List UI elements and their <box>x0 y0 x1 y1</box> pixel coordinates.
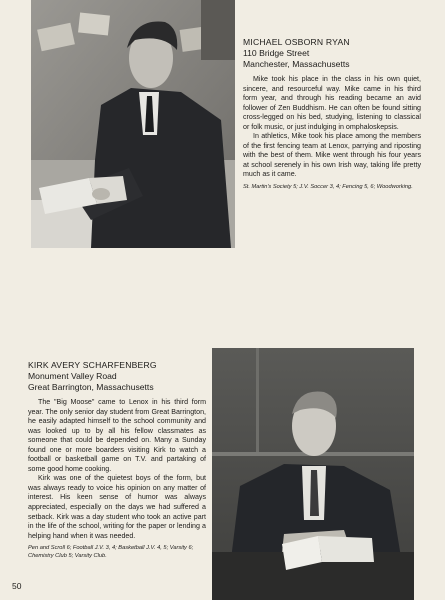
biography <box>243 75 421 180</box>
city-address: Manchester, Massachusetts <box>243 59 350 69</box>
activities-list: Pen and Scroll 6; Football J.V. 3, 4; Basketball J.V. 4, 5; Varsity 6; Chemistry Club 5; Varsity Club. <box>28 545 194 559</box>
entry-michael-ryan <box>243 37 421 191</box>
street-address: 110 Bridge Street <box>243 48 310 58</box>
bio-paragraph: Kirk was one of the quietest boys of the form, but was always ready to voice his opinion on any matter of interest. His keen sense of humor was always appreciated, especially on the days we had suffered a setback. Kirk was a day student who took an active part in the life of the school, writing for the paper or lending a helping hand when it was needed. <box>28 474 206 540</box>
biography <box>28 398 206 541</box>
city-address: Great Barrington, Massachusetts <box>28 382 154 392</box>
bio-paragraph: Mike took his place in the class in his own quiet, sincere, and resourceful way. Mike came in his third form year, and through his reading became an avid follower of Zen Buddhism. He can often be found sitting cross-legged on his bed, studying, listening to classical or folk music, or just indulging in omphaloskepsis. <box>243 75 421 131</box>
photo-kirk-scharfenberg <box>212 348 414 600</box>
page-number: 50 <box>12 581 22 591</box>
student-name: KIRK AVERY SCHARFENBERG <box>28 360 157 370</box>
photo-michael-ryan-image <box>31 0 235 248</box>
photo-kirk-scharfenberg-image <box>212 348 414 600</box>
entry-kirk-scharfenberg <box>28 360 206 560</box>
photo-michael-ryan <box>31 0 235 248</box>
student-name: MICHAEL OSBORN RYAN <box>243 37 350 47</box>
street-address: Monument Valley Road <box>28 371 117 381</box>
bio-paragraph: In athletics, Mike took his place among the members of the first fencing team at Lenox, parrying and riposting with the best of them. Mike went through his four years at school serenely in his own Irish way, taking life pretty much as it came. <box>243 132 421 179</box>
bio-paragraph: The "Big Moose" came to Lenox in his third form year. The only senior day student from Great Barrington, he easily adapted himself to the school community and was looked up to by all his fellow classmates as someone that could be depended on. Many a Sunday found one or more boarders visiting Kirk to watch a football or basketball game on T.V. and partaking of some good home cooking. <box>28 398 206 473</box>
activities-list: St. Martin's Society 5; J.V. Soccer 3, 4; Fencing 5, 6; Woodworking. <box>243 184 413 191</box>
